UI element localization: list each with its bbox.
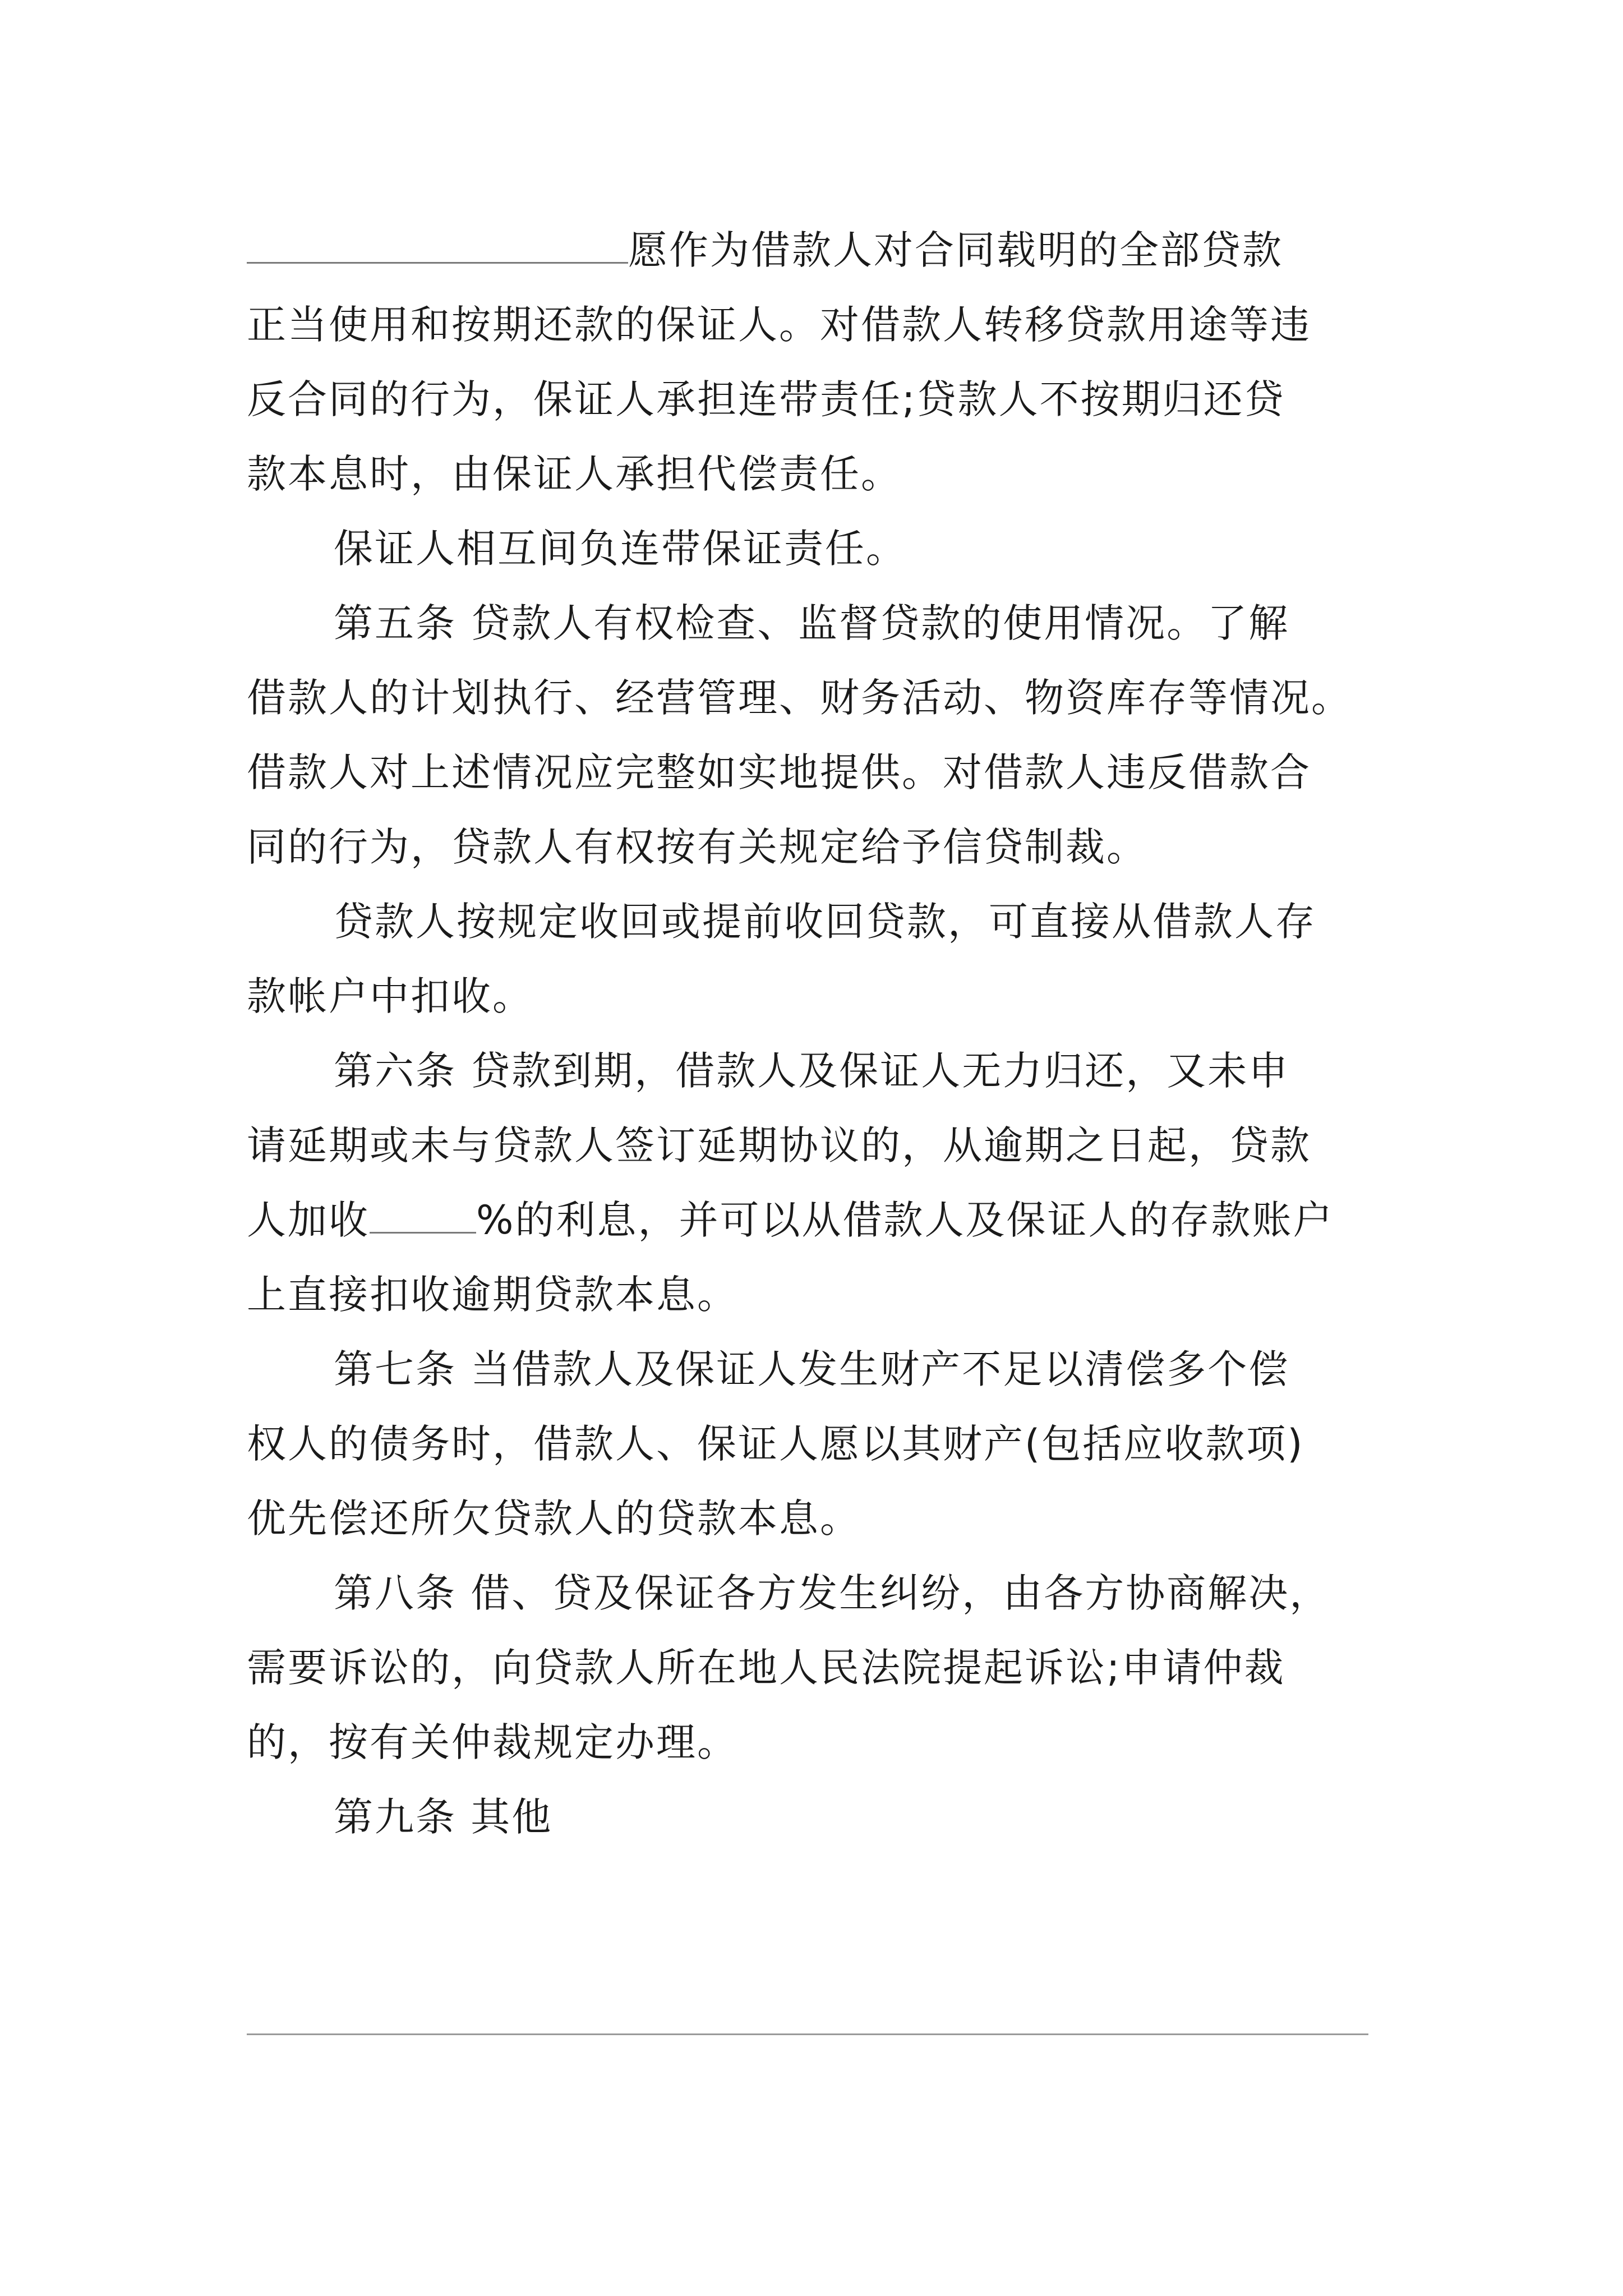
text-line: 贷款人按规定收回或提前收回贷款，可直接从借款人存 [334,899,1316,945]
text-line: 第六条 贷款到期，借款人及保证人无力归还，又未申 [334,1048,1290,1094]
text-line: 的，按有关仲裁规定办理。 [247,1719,738,1765]
text-line: 正当使用和按期还款的保证人。对借款人转移贷款用途等违 [247,302,1311,348]
footer-divider [247,2033,1368,2035]
text-line: 第八条 借、贷及保证各方发生纠纷，由各方协商解决， [334,1570,1331,1616]
text-line: 第五条 贷款人有权检查、监督贷款的使用情况。了解 [334,600,1290,646]
joint-liability-paragraph [247,512,1396,586]
text-line: 同的行为，贷款人有权按有关规定给予信贷制裁。 [247,824,1147,870]
text-line: 需要诉讼的，向贷款人所在地人民法院提起诉讼;申请仲裁 [247,1645,1285,1691]
text-line: 优先偿还所欠贷款人的贷款本息。 [247,1496,861,1542]
text-line: 款本息时，由保证人承担代偿责任。 [247,451,902,497]
text-line-content: %的利息，并可以从借款人及保证人的存款账户 [476,1197,1334,1243]
article-7-paragraph [247,1332,1396,1556]
text-line: 请延期或未与贷款人签订延期协议的，从逾期之日起，贷款 [247,1122,1311,1168]
guarantor-name-blank[interactable] [247,227,628,264]
article-8-paragraph [247,1556,1396,1780]
text-line: 权人的债务时，借款人、保证人愿以其财产(包括应收款项) [247,1421,1304,1467]
interest-rate-blank[interactable] [370,1197,476,1234]
text-line: 借款人的计划执行、经营管理、财务活动、物资库存等情况。 [247,675,1352,721]
guarantor-clause-paragraph [247,213,1396,512]
text-line: 上直接扣收逾期贷款本息。 [247,1272,738,1318]
text-line-content: 愿作为借款人对合同载明的全部贷款 [628,227,1283,273]
text-line-content: 人加收 [247,1197,370,1243]
article-9-paragraph [247,1780,1396,1855]
article-6-paragraph [247,1034,1396,1332]
text-line: 第七条 当借款人及保证人发生财产不足以清偿多个偿 [334,1346,1290,1392]
text-line: 保证人相互间负连带保证责任。 [334,526,907,572]
text-line [247,1183,1396,1258]
article-5-recall-paragraph [247,885,1396,1034]
text-line: 款帐户中扣收。 [247,973,533,1019]
text-line: 反合同的行为，保证人承担连带责任;贷款人不按期归还贷 [247,376,1285,422]
text-line [247,213,1396,288]
text-line: 第九条 其他 [334,1794,553,1840]
text-line: 借款人对上述情况应完整如实地提供。对借款人违反借款合 [247,749,1311,795]
contract-body [247,213,1396,1855]
article-5-paragraph [247,586,1396,885]
